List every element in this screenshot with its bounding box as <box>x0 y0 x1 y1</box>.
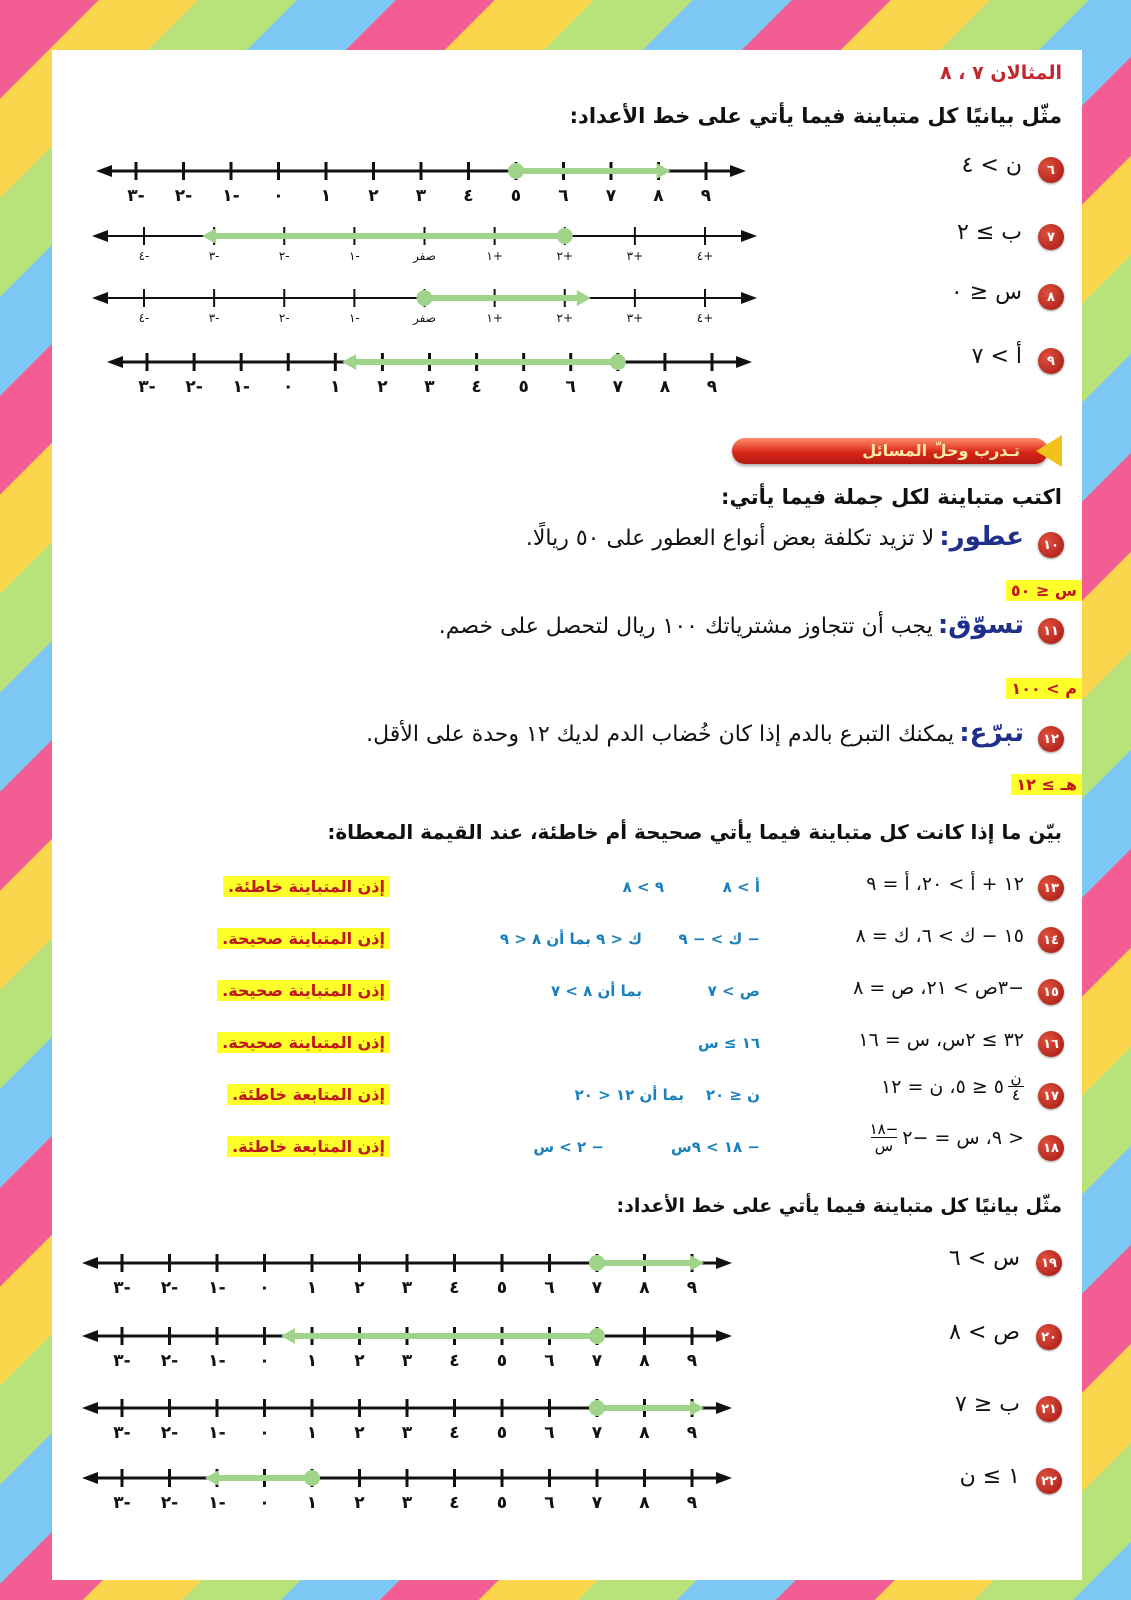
tick-label: ٣ <box>401 1493 413 1513</box>
question-number-badge: ٧ <box>1038 224 1064 250</box>
tick-label: ٢- <box>278 249 290 263</box>
tick-label: ١ <box>306 1351 318 1371</box>
axis-arrow-right-icon <box>716 1257 732 1269</box>
practice-banner <box>732 435 1062 467</box>
axis-arrow-left-icon <box>82 1330 98 1342</box>
tick-label: صفر <box>413 311 436 325</box>
tick-label: ٥ <box>496 1351 508 1371</box>
tick-label: ٤ <box>471 377 482 397</box>
tick-label: ٣ <box>415 186 427 206</box>
tick-label: ١- <box>348 249 360 263</box>
fraction <box>870 1121 899 1154</box>
inequality-expression: −٣ص > ٢١، ص = ٨ <box>853 977 1024 999</box>
examples-instruction: مثّل بيانيًا كل متباينة فيما يأتي على خط الأعداد: <box>569 104 1062 128</box>
tick-label: ٢- <box>160 1351 179 1371</box>
question-number-badge: ١٠ <box>1038 532 1064 558</box>
tick-label: ٣- <box>113 1278 131 1298</box>
tick-label: ٤ <box>449 1423 460 1443</box>
banner-arrow-icon <box>1036 435 1062 467</box>
inequality-expression: ١٥ − ك > ٦، ك = ٨ <box>855 925 1024 947</box>
endpoint-dot <box>417 290 433 306</box>
ray-arrow-icon <box>281 1328 295 1344</box>
tick-label: ٢ <box>368 186 379 206</box>
tick-label: ٤ <box>463 186 474 206</box>
tick-label: ٥ <box>496 1423 508 1443</box>
tick-label: ٧ <box>612 377 624 397</box>
question-number-badge: ١٣ <box>1038 875 1064 901</box>
inequality-expression: ب ≤ ٧ <box>955 1392 1020 1417</box>
tick-label: ٧ <box>591 1351 603 1371</box>
tick-label: ٩ <box>686 1493 698 1513</box>
number-line-q20 <box>82 1318 732 1373</box>
tick-label: ٨ <box>653 186 664 206</box>
tick-label: ٣ <box>424 377 435 397</box>
truth-instruction: بيّن ما إذا كانت كل متباينة فيما يأتي صحيحة أم خاطئة، عند القيمة المعطاة: <box>327 820 1062 844</box>
number-line-q21 <box>82 1390 732 1445</box>
question-number-badge: ١٨ <box>1038 1135 1064 1161</box>
tick-label: ١- <box>232 377 250 397</box>
axis-arrow-left-icon <box>96 165 112 177</box>
number-line-svg <box>92 222 757 267</box>
tick-label: ٧ <box>591 1278 603 1298</box>
tick-label: ١- <box>348 311 360 325</box>
tick-label: ٨ <box>659 377 671 397</box>
number-line-q7 <box>92 222 757 267</box>
examples-title: المثالان ٧ ، ٨ <box>940 62 1062 84</box>
tick-label: ٨ <box>639 1278 650 1298</box>
inequality-expression: ٣٢ ≥ ٢س، س = ١٦ <box>858 1029 1024 1051</box>
number-line-svg <box>82 1245 732 1300</box>
tick-label: ٢ <box>354 1278 365 1298</box>
problem-label: عطور: <box>939 522 1024 552</box>
tick-label: ٢+ <box>556 311 574 325</box>
tick-label: ٨ <box>639 1493 650 1513</box>
fraction-denominator: ٤ <box>1011 1086 1021 1104</box>
tick-label: ٠ <box>259 1423 270 1443</box>
problem-text: يمكنك التبرع بالدم إذا كان خُضاب الدم لديك ١٢ وحدة على الأقل. <box>366 722 955 747</box>
tick-label: ٠ <box>259 1351 270 1371</box>
answer-highlight: هـ ≥ ١٢ <box>1011 774 1082 795</box>
tick-label: ٢- <box>160 1493 179 1513</box>
tick-label: ٩ <box>686 1278 698 1298</box>
problem-text: يجب أن تتجاوز مشترياتك ١٠٠ ريال لتحصل على خصم. <box>438 614 933 639</box>
tick-label: ٥ <box>496 1493 508 1513</box>
inequality-expression: س ≤ ٠ <box>950 280 1022 305</box>
question-number-badge: ١٢ <box>1038 726 1064 752</box>
fraction-expression <box>870 1121 1024 1154</box>
tick-label: ٣+ <box>626 249 644 263</box>
endpoint-dot <box>304 1470 320 1486</box>
tick-label: ٣ <box>401 1423 413 1443</box>
question-number-badge: ١١ <box>1038 618 1064 644</box>
tick-label: ١- <box>208 1423 226 1443</box>
tick-label: ٢+ <box>556 249 574 263</box>
number-line-svg <box>107 344 752 399</box>
tick-label: ١- <box>208 1278 226 1298</box>
axis-arrow-left-icon <box>82 1257 98 1269</box>
tick-label: ٢- <box>160 1423 179 1443</box>
tick-label: ٤ <box>449 1351 460 1371</box>
word-problem <box>366 718 1024 748</box>
tick-label: ٩ <box>686 1423 698 1443</box>
verdict-highlight: إذن المتباينة صحيحة. <box>217 1032 390 1053</box>
endpoint-dot <box>508 163 524 179</box>
worksheet-page <box>52 50 1082 1580</box>
inequality-expression: ب ≥ ٢ <box>957 220 1022 245</box>
question-number-badge: ٦ <box>1038 157 1064 183</box>
tick-label: ٠ <box>283 377 294 397</box>
work-step: بما أن ٨ > ٧ <box>550 982 642 1000</box>
endpoint-dot <box>589 1328 605 1344</box>
graph2-instruction: مثّل بيانيًا كل متباينة فيما يأتي على خط الأعداد: <box>616 1195 1062 1217</box>
work-step: ن ≤ ٢٠ <box>705 1086 760 1104</box>
endpoint-dot <box>610 354 626 370</box>
tick-label: ٢- <box>160 1278 179 1298</box>
axis-arrow-left-icon <box>92 230 108 242</box>
axis-arrow-right-icon <box>716 1330 732 1342</box>
question-number-badge: ١٤ <box>1038 927 1064 953</box>
tick-label: ١- <box>208 1351 226 1371</box>
tick-label: ٤+ <box>696 311 714 325</box>
tick-label: ١+ <box>486 249 503 263</box>
tick-label: ٤+ <box>696 249 714 263</box>
tick-label: ١+ <box>486 311 503 325</box>
question-number-badge: ٢٠ <box>1036 1324 1062 1350</box>
question-number-badge: ٢٢ <box>1036 1468 1062 1494</box>
tick-label: ٢- <box>278 311 290 325</box>
problem-label: تبرّع: <box>959 718 1024 748</box>
tick-label: ٤- <box>138 249 150 263</box>
tick-label: ٣- <box>113 1423 131 1443</box>
inequality-expression: ١ ≥ ن <box>959 1464 1020 1489</box>
tick-label: ٣- <box>113 1493 131 1513</box>
axis-arrow-left-icon <box>92 292 108 304</box>
tick-label: ٣- <box>127 186 145 206</box>
axis-arrow-right-icon <box>736 356 752 368</box>
tick-label: ١- <box>208 1493 226 1513</box>
tick-label: ٧ <box>591 1423 603 1443</box>
fraction <box>1008 1070 1024 1103</box>
tick-label: ٥ <box>496 1278 508 1298</box>
tick-label: ٥ <box>510 186 522 206</box>
tick-label: ٥ <box>518 377 529 397</box>
verdict-highlight: إذن المتابعة خاطئة. <box>227 1084 390 1105</box>
tick-label: ٣- <box>113 1351 131 1371</box>
question-number-badge: ١٧ <box>1038 1083 1064 1109</box>
tick-label: ٧ <box>591 1493 603 1513</box>
work-step: − ٢ > س <box>533 1138 604 1156</box>
tick-label: ٤ <box>449 1493 460 1513</box>
tick-label: ١ <box>320 186 332 206</box>
tick-label: ٣- <box>208 311 220 325</box>
number-line-q9 <box>107 344 752 399</box>
tick-label: ١- <box>222 186 240 206</box>
tick-label: ٢ <box>354 1493 365 1513</box>
work-step: − ك > − ٩ <box>678 930 760 948</box>
banner-text: تـدرب وحلّ المسائل <box>862 441 1020 460</box>
inequality-expression: < ٩، س = −٢ <box>902 1126 1024 1149</box>
number-line-svg <box>92 284 757 329</box>
number-line-svg <box>96 153 746 208</box>
tick-label: ١ <box>306 1423 318 1443</box>
tick-label: ٩ <box>700 186 712 206</box>
work-step: بما أن ١٢ < ٢٠ <box>574 1086 684 1104</box>
answer-highlight: س ≤ ٥٠ <box>1006 580 1082 601</box>
tick-label: ٦ <box>544 1493 555 1513</box>
tick-label: ١ <box>306 1493 318 1513</box>
number-line-q22 <box>82 1460 732 1515</box>
tick-label: ٦ <box>558 186 569 206</box>
ray-arrow-icon <box>690 1400 704 1416</box>
answer-highlight: م > ١٠٠ <box>1006 678 1082 699</box>
ray-arrow-icon <box>577 290 591 306</box>
tick-label: ٦ <box>544 1351 555 1371</box>
question-number-badge: ١٦ <box>1038 1031 1064 1057</box>
work-step: أ > ٨ <box>722 878 760 896</box>
tick-label: ٦ <box>544 1423 555 1443</box>
tick-label: ٤- <box>138 311 150 325</box>
inequality-expression: ٥ ≤ ٥، ن = ١٢ <box>881 1075 1004 1098</box>
tick-label: ٤ <box>449 1278 460 1298</box>
word-problem <box>439 610 1024 640</box>
tick-label: ١ <box>330 377 341 397</box>
fraction-denominator: س <box>874 1137 894 1155</box>
axis-arrow-right-icon <box>730 165 746 177</box>
ray-arrow-icon <box>657 163 671 179</box>
tick-label: ٠ <box>259 1278 270 1298</box>
tick-label: ٢- <box>185 377 203 397</box>
tick-label: ٦ <box>565 377 576 397</box>
verdict-highlight: إذن المتباينة صحيحة. <box>217 980 390 1001</box>
axis-arrow-left-icon <box>82 1402 98 1414</box>
problem-text: لا تزيد تكلفة بعض أنواع العطور على ٥٠ ريالًا. <box>525 526 935 551</box>
number-line-q19 <box>82 1245 732 1300</box>
question-number-badge: ١٩ <box>1036 1250 1062 1276</box>
fraction-numerator: ن <box>1010 1069 1022 1087</box>
axis-arrow-right-icon <box>716 1402 732 1414</box>
tick-label: ٧ <box>605 186 617 206</box>
work-step: ك < ٩ بما أن ٨ < ٩ <box>499 930 642 948</box>
question-number-badge: ٢١ <box>1036 1396 1062 1422</box>
tick-label: ٣+ <box>626 311 644 325</box>
tick-label: ٢ <box>354 1351 365 1371</box>
tick-label: ٢- <box>174 186 193 206</box>
work-step: ٩ > ٨ <box>622 878 664 896</box>
question-number-badge: ٨ <box>1038 284 1064 310</box>
number-line-svg <box>82 1318 732 1373</box>
verdict-highlight: إذن المتابعة خاطئة. <box>227 1136 390 1157</box>
endpoint-dot <box>589 1400 605 1416</box>
number-line-q6 <box>96 153 746 208</box>
work-step: ١٦ ≥ س <box>697 1034 760 1052</box>
fraction-expression <box>881 1070 1024 1103</box>
tick-label: ٦ <box>544 1278 555 1298</box>
fraction-numerator: ١٨− <box>869 1120 899 1138</box>
word-problem <box>526 522 1024 552</box>
inequality-expression: س > ٦ <box>948 1246 1020 1271</box>
ray-arrow-icon <box>202 228 216 244</box>
number-line-svg <box>82 1460 732 1515</box>
axis-arrow-right-icon <box>716 1472 732 1484</box>
problem-label: تسوّق: <box>937 610 1024 640</box>
practice-instruction: اكتب متباينة لكل جملة فيما يأتي: <box>721 485 1062 509</box>
inequality-expression: ن > ٤ <box>961 153 1022 178</box>
number-line-q8 <box>92 284 757 329</box>
ray-arrow-icon <box>690 1255 704 1271</box>
tick-label: ٩ <box>706 377 718 397</box>
tick-label: ٨ <box>639 1351 650 1371</box>
tick-label: ٢ <box>377 377 388 397</box>
tick-label: ٠ <box>273 186 284 206</box>
endpoint-dot <box>589 1255 605 1271</box>
tick-label: ٠ <box>259 1493 270 1513</box>
axis-arrow-right-icon <box>741 292 757 304</box>
question-number-badge: ٩ <box>1038 348 1064 374</box>
tick-label: صفر <box>413 249 436 263</box>
inequality-expression: ١٢ + أ > ٢٠، أ = ٩ <box>866 873 1024 895</box>
tick-label: ٨ <box>639 1423 650 1443</box>
endpoint-dot <box>557 228 573 244</box>
ray-arrow-icon <box>205 1470 219 1486</box>
question-number-badge: ١٥ <box>1038 979 1064 1005</box>
axis-arrow-left-icon <box>82 1472 98 1484</box>
tick-label: ٣- <box>208 249 220 263</box>
tick-label: ٢ <box>354 1423 365 1443</box>
number-line-svg <box>82 1390 732 1445</box>
inequality-expression: ص > ٨ <box>949 1320 1020 1345</box>
tick-label: ٩ <box>686 1351 698 1371</box>
verdict-highlight: إذن المتباينة خاطئة. <box>223 876 390 897</box>
verdict-highlight: إذن المتباينة صحيحة. <box>217 928 390 949</box>
ray-arrow-icon <box>342 354 356 370</box>
tick-label: ٣ <box>401 1278 413 1298</box>
axis-arrow-left-icon <box>107 356 123 368</box>
tick-label: ٣ <box>401 1351 413 1371</box>
axis-arrow-right-icon <box>741 230 757 242</box>
tick-label: ١ <box>306 1278 318 1298</box>
inequality-expression: أ > ٧ <box>971 344 1022 369</box>
work-step: − ١٨ > ٩س <box>671 1138 760 1156</box>
work-step: ص > ٧ <box>707 982 760 1000</box>
tick-label: ٣- <box>138 377 156 397</box>
